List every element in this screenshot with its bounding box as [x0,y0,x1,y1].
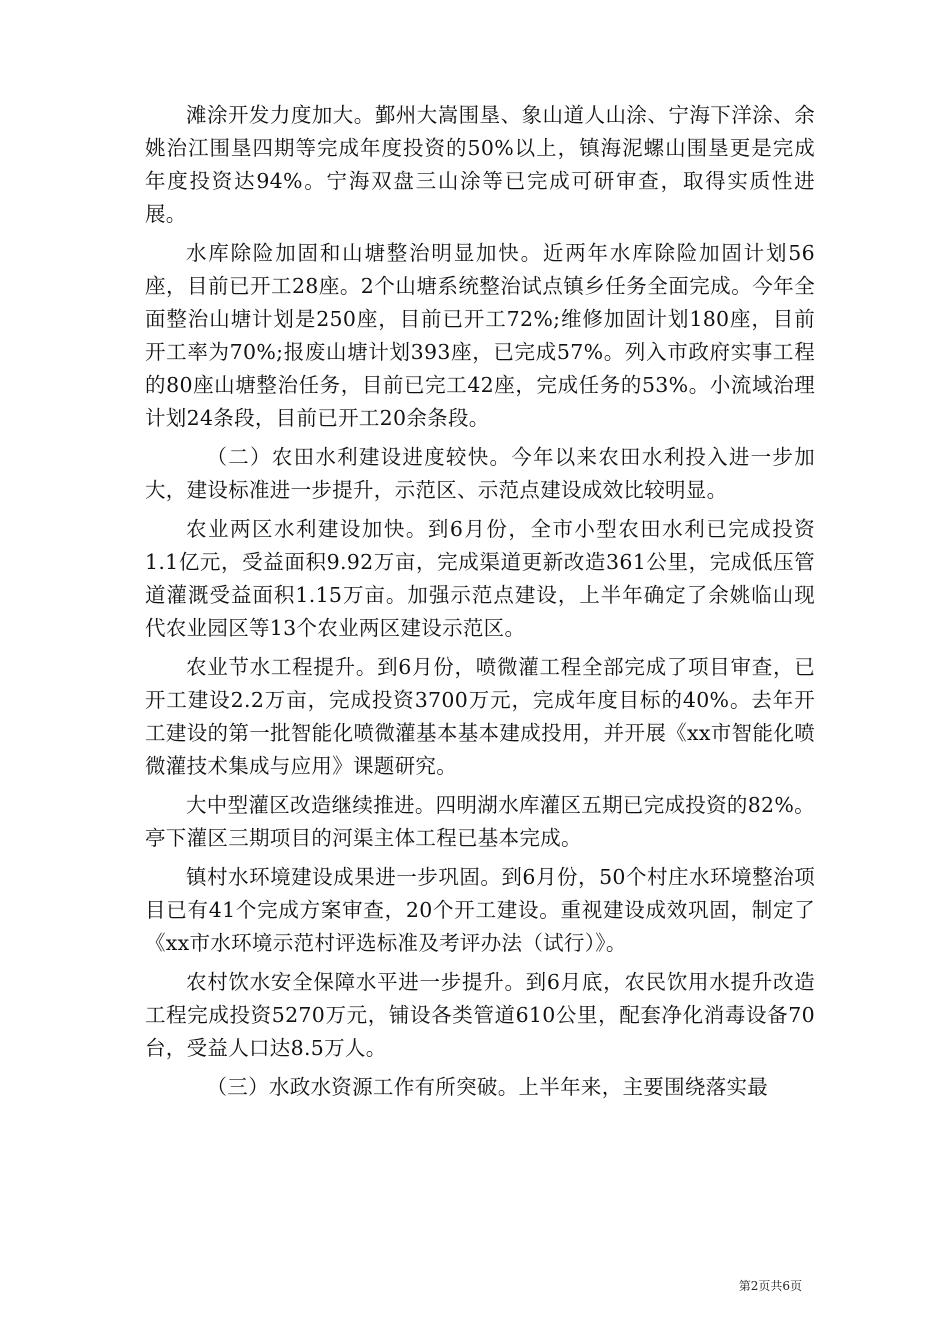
paragraph-tidal-flat-development: 滩涂开发力度加大。鄞州大嵩围垦、象山道人山涂、宁海下洋涂、余姚治江围垦四期等完成年度投资的50%以上，镇海泥螺山围垦更是完成年度投资达94%。宁海双盘三山涂等已完成可研审查，取得实质性进展。 [145,103,815,226]
paragraph-irrigation-district: 大中型灌区改造继续推进。四明湖水库灌区五期已完成投资的82%。亭下灌区三期项目的河渠主体工程已基本完成。 [145,793,815,850]
paragraph-village-water-environment: 镇村水环境建设成果进一步巩固。到6月份，50个村庄水环境整治项目已有41个完成方案审查，20个开工建设。重视建设成效巩固，制定了《xx市水环境示范村评选标准及考评办法（试行）》。 [145,865,815,955]
paragraph-water-saving: 农业节水工程提升。到6月份，喷微灌工程全部完成了项目审查，已开工建设2.2万亩，完成投资3700万元，完成年度目标的40%。去年开工建设的第一批智能化喷微灌基本基本建成投用，并开展《xx市智能化喷微灌技术集成与应用》课题研究。 [145,655,815,778]
paragraph-agricultural-zones: 农业两区水利建设加快。到6月份，全市小型农田水利已完成投资1.1亿元，受益面积9.92万亩，完成渠道更新改造361公里，完成低压管道灌溉受益面积1.15万亩。加强示范点建设，上半年确定了余姚临山现代农业园区等13个农业两区建设示范区。 [145,517,815,640]
paragraph-reservoir-reinforcement: 水库除险加固和山塘整治明显加快。近两年水库除险加固计划56座，目前已开工28座。2个山塘系统整治试点镇乡任务全面完成。今年全面整治山塘计划是250座，目前已开工72%;维修加固计划180座，目前开工率为70%;报废山塘计划393座，已完成57%。列入市政府实事工程的80座山塘整治任务，目前已完工42座，完成任务的53%。小流域治理计划24条段，目前已开工20余条段。 [145,241,815,430]
section-heading-farmland-irrigation: （二）农田水利建设进度较快。今年以来农田水利投入进一步加大，建设标准进一步提升，示范区、示范点建设成效比较明显。 [145,445,815,502]
section-heading-water-administration: （三）水政水资源工作有所突破。上半年来，主要围绕落实最 [206,1075,769,1099]
paragraph-drinking-water-safety: 农村饮水安全保障水平进一步提升。到6月底，农民饮用水提升改造工程完成投资5270万元，铺设各类管道610公里，配套净化消毒设备70台，受益人口达8.5万人。 [145,970,815,1060]
page-number-footer: 第2页共6页 [738,1279,802,1293]
document-body [145,99,815,1110]
